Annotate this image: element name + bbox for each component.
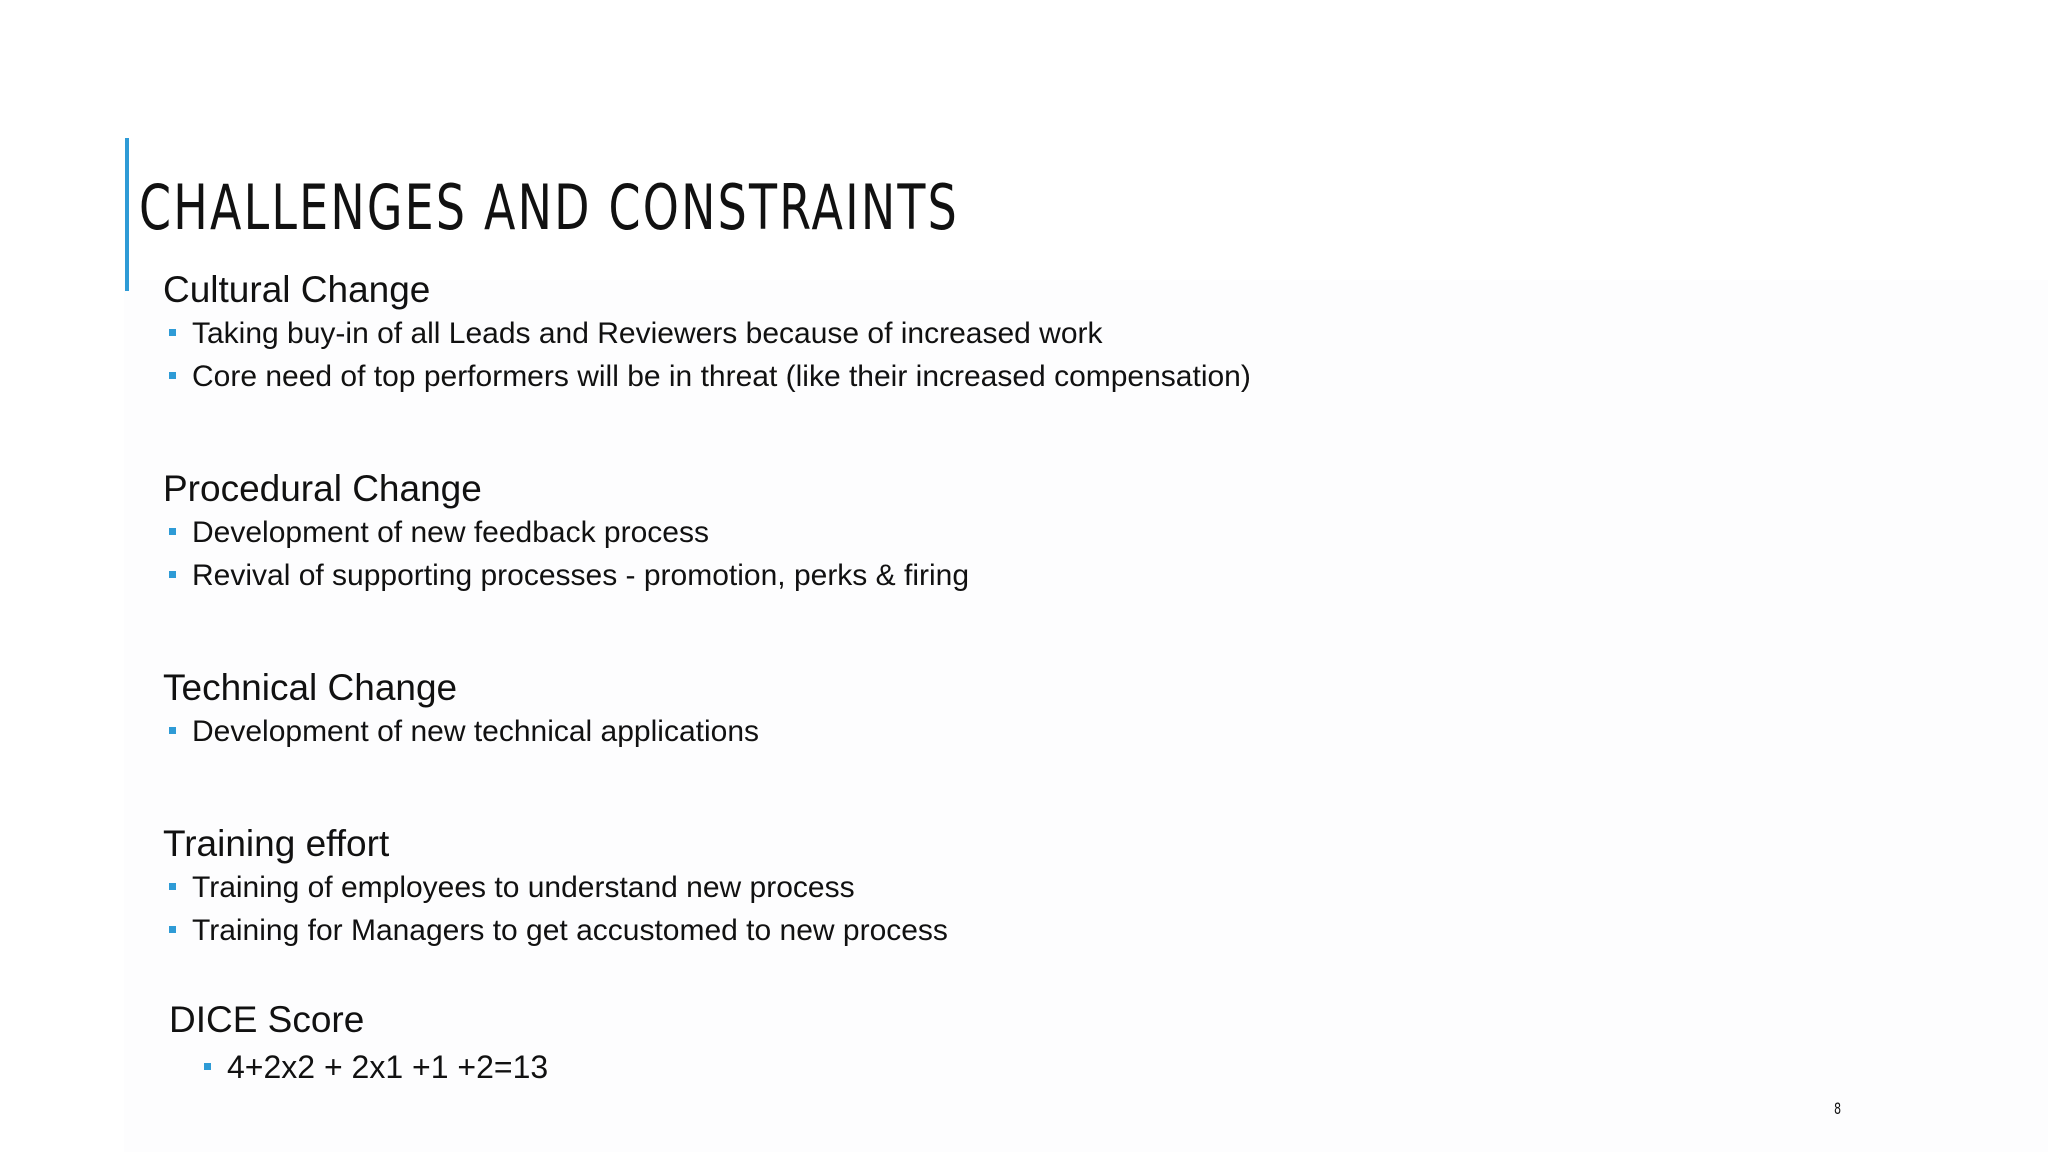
section-dice-score — [169, 998, 548, 1090]
square-bullet-icon — [204, 1063, 211, 1070]
square-bullet-icon — [169, 372, 176, 379]
bullet-list — [163, 710, 759, 753]
bullet-text: Taking buy-in of all Leads and Reviewers because of increased work — [192, 317, 1103, 350]
section-procedural-change — [163, 467, 969, 597]
bullet-item — [163, 909, 948, 952]
square-bullet-icon — [169, 926, 176, 933]
section-training-effort — [163, 822, 948, 952]
square-bullet-icon — [169, 571, 176, 578]
section-heading: Training effort — [163, 823, 390, 864]
slide-title: CHALLENGES AND CONSTRAINTS — [139, 171, 959, 244]
bullet-item — [198, 1044, 548, 1090]
bullet-item — [163, 355, 1251, 398]
square-bullet-icon — [169, 883, 176, 890]
title-accent-bar — [125, 138, 129, 291]
square-bullet-icon — [169, 329, 176, 336]
bullet-text: Core need of top performers will be in threat (like their increased compensation) — [192, 360, 1251, 393]
section-heading: Procedural Change — [163, 468, 482, 509]
bullet-text: Revival of supporting processes - promotion, perks & firing — [192, 559, 970, 592]
bullet-text: Training for Managers to get accustomed to new process — [192, 914, 948, 947]
section-heading: Technical Change — [163, 667, 458, 708]
bullet-item — [163, 511, 969, 554]
bullet-item — [163, 866, 948, 909]
bullet-list — [163, 312, 1251, 398]
page-number: 8 — [1834, 1099, 1842, 1118]
square-bullet-icon — [169, 528, 176, 535]
bullet-list — [163, 511, 969, 597]
section-heading: Cultural Change — [163, 269, 431, 310]
bullet-item — [163, 554, 969, 597]
square-bullet-icon — [169, 727, 176, 734]
bullet-text: 4+2x2 + 2x1 +1 +2=13 — [227, 1049, 549, 1085]
bullet-list — [198, 1044, 548, 1090]
section-heading: DICE Score — [169, 999, 365, 1040]
bullet-text: Training of employees to understand new process — [192, 871, 855, 904]
bullet-item — [163, 312, 1251, 355]
bullet-list — [163, 866, 948, 952]
bullet-text: Development of new feedback process — [192, 516, 709, 549]
section-cultural-change — [163, 268, 1251, 398]
bullet-text: Development of new technical applications — [192, 715, 759, 748]
section-technical-change — [163, 666, 759, 753]
bullet-item — [163, 710, 759, 753]
